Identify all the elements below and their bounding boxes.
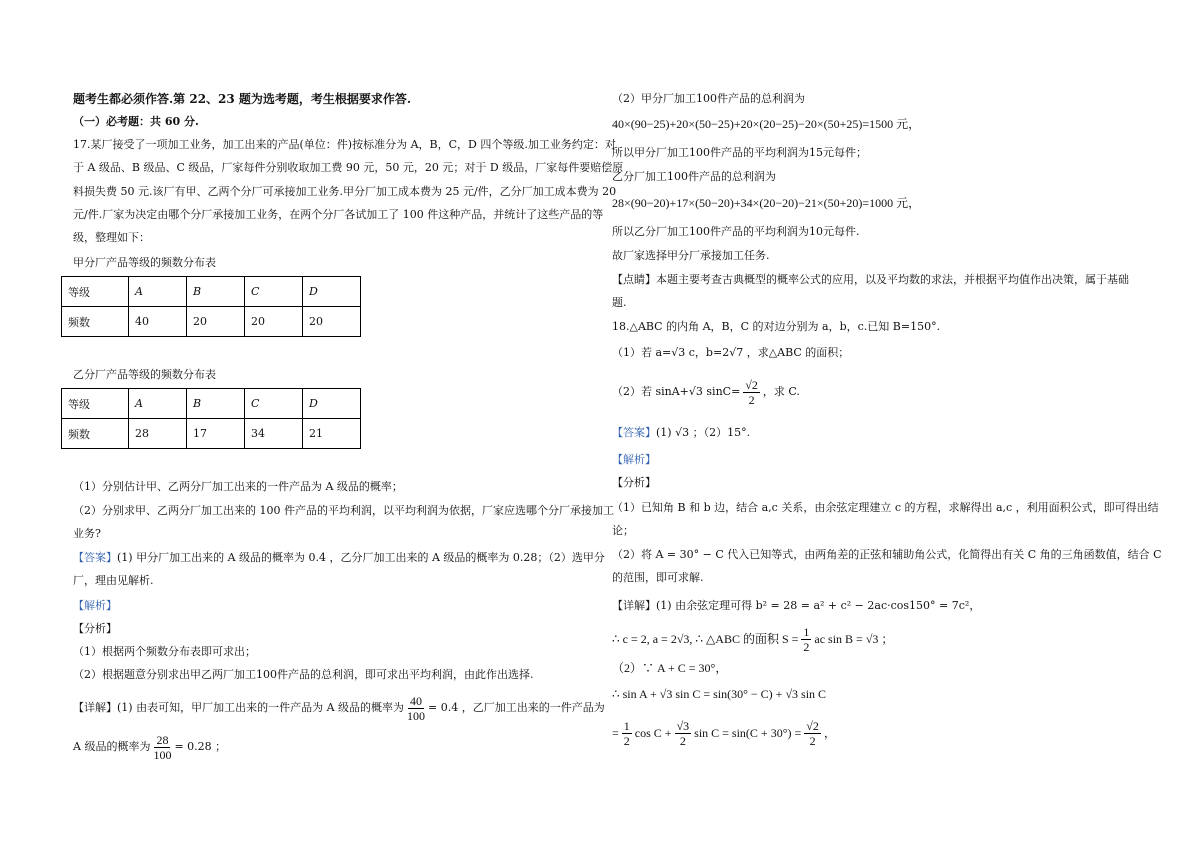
detail-text: ∴ c = 2, a = 2√3, ∴ △ABC 的面积 S = <box>612 632 799 646</box>
fenxi-1: （1）已知角 B 和 b 边，结合 a,c 关系，由余弦定理建立 c 的方程，求解得出 a,c ，利用面积公式，即可得出结 <box>612 501 1159 514</box>
fraction-denominator: 2 <box>803 639 810 654</box>
table-b <box>61 388 361 449</box>
table-cell: D <box>303 389 361 419</box>
q18-answer-line <box>612 425 750 441</box>
detail-1: 【详解】(1) 由余弦定理可得 b² = 28 = a² + c² − 2ac·cos150° = 7c²， <box>612 599 981 612</box>
q18-part2-text: ，求 C. <box>762 385 800 398</box>
r-line-3: 所以甲分厂加工100件产品的平均利润为15元每件； <box>612 146 867 159</box>
detail-text: A 级品的概率为 <box>73 740 151 753</box>
table-cell: 20 <box>303 307 361 337</box>
fraction-denominator: 2 <box>748 392 755 407</box>
detail-line-2 <box>73 727 226 767</box>
q17-line-4: 元/件.厂家为决定由哪个分厂承接加工业务，在两个分厂各试加工了 100 件这种产品，并统计了这些产品的等 <box>73 208 604 221</box>
q18-stem: 18.△ABC 的内角 A，B，C 的对边分别为 a，b，c.已知 B=150°. <box>612 320 941 333</box>
fraction <box>622 719 632 748</box>
fenxi-4: 的范围，即可求解. <box>612 571 704 584</box>
detail-3: （2）∵ A + C = 30°， <box>612 661 728 675</box>
fraction-numerator: √2 <box>806 718 819 733</box>
fraction <box>675 719 692 748</box>
detail-line-1 <box>73 688 605 728</box>
fenxi-2: 论； <box>612 524 634 537</box>
table-cell: 频数 <box>62 307 129 337</box>
q18-part1: （1）若 a=√3 c，b=2√7 ，求△ABC 的面积； <box>612 346 850 359</box>
detail-4: ∴ sin A + √3 sin C = sin(30° − C) + √3 sin C <box>612 687 827 701</box>
table-cell: 20 <box>245 307 303 337</box>
r-line-5: 28×(90−20)+17×(50−20)+34×(20−20)−21×(50+20)=1000 元， <box>612 196 921 210</box>
table-cell: 40 <box>129 307 187 337</box>
fraction-denominator: 2 <box>809 733 816 748</box>
table-cell: C <box>245 277 303 307</box>
table-a-caption: 甲分厂产品等级的频数分布表 <box>73 256 216 269</box>
r-line-6: 所以乙分厂加工100件产品的平均利润为10元每件. <box>612 225 860 238</box>
q18-part2-text: （2）若 sinA+√3 sinC= <box>612 385 741 398</box>
table-cell: 等级 <box>62 389 129 419</box>
fraction-denominator: 100 <box>153 747 172 762</box>
table-cell: A <box>129 389 187 419</box>
fraction-denominator: 2 <box>623 733 630 748</box>
fraction-denominator: 100 <box>407 708 426 723</box>
table-cell: A <box>129 277 187 307</box>
detail-text: ， <box>823 726 836 740</box>
table-cell: 20 <box>187 307 245 337</box>
table-cell: B <box>187 277 245 307</box>
q17-line-3: 料损失费 50 元.该厂有甲、乙两个分厂可承接加工业务.甲分厂加工成本费为 25 元/件，乙分厂加工成本费为 20 <box>73 185 617 198</box>
fraction-numerator: √3 <box>676 718 690 733</box>
q17-line-1: 17.某厂接受了一项加工业务，加工出来的产品(单位：件)按标准分为 A，B，C，D 四个等级.加工业务约定：对 <box>73 138 616 151</box>
table-cell: C <box>245 389 303 419</box>
detail-2 <box>612 619 893 659</box>
fenxi-tag: 【分析】 <box>73 622 117 635</box>
r-line-9: 题. <box>612 296 627 309</box>
table-cell: D <box>303 277 361 307</box>
fraction <box>801 625 811 654</box>
detail-text: = 0.28 ； <box>174 740 227 753</box>
table-cell: 28 <box>129 419 187 449</box>
detail-text: = <box>612 726 619 740</box>
fenxi-2: （2）根据题意分别求出甲乙两厂加工100件产品的总利润，即可求出平均利润，由此作出选择. <box>73 668 534 681</box>
detail-text: sin C = sin(C + 30°) = <box>694 726 802 740</box>
fraction <box>153 733 171 762</box>
detail-text: ac sin B = √3 ； <box>814 632 894 646</box>
table-a <box>61 276 361 337</box>
q18-part2 <box>612 372 800 412</box>
table-cell: B <box>187 389 245 419</box>
analysis-tag: 【解析】 <box>612 453 656 466</box>
fenxi-tag: 【分析】 <box>612 476 656 489</box>
answer-line-1 <box>73 550 605 566</box>
q17-line-2: 于 A 级品、B 级品、C 级品，厂家每件分别收取加工费 90 元，50 元，20 元；对于 D 级品，厂家每件要赔偿原 <box>73 161 624 174</box>
fraction-numerator: 1 <box>803 624 810 639</box>
fraction-numerator: 40 <box>410 693 423 708</box>
fraction-numerator: √2 <box>745 377 758 392</box>
analysis-tag: 【解析】 <box>73 599 117 612</box>
answer-tag: 【答案】 <box>73 551 117 564</box>
q17-part2-line1: （2）分别求甲、乙两分厂加工出来的 100 件产品的平均利润，以平均利润为依据，厂家应选哪个分厂承接加工 <box>73 504 614 517</box>
fraction <box>407 694 425 723</box>
q17-line-5: 级，整理如下： <box>73 231 150 244</box>
table-row <box>62 307 361 337</box>
table-cell: 频数 <box>62 419 129 449</box>
fraction <box>804 719 821 748</box>
r-line-1: （2）甲分厂加工100件产品的总利润为 <box>612 92 805 105</box>
r-line-7: 故厂家选择甲分厂承接加工任务. <box>612 249 770 262</box>
detail-text: 【详解】(1) 由表可知，甲厂加工出来的一件产品为 A 级品的概率为 <box>73 701 405 714</box>
r-line-4: 乙分厂加工100件产品的总利润为 <box>612 170 776 183</box>
exam-header-line: 题考生都必须作答.第 22、23 题为选考题，考生根据要求作答. <box>73 92 412 106</box>
r-line-2: 40×(90−25)+20×(50−25)+20×(20−25)−20×(50+25)=1500 元， <box>612 117 921 131</box>
answer-tag: 【答案】 <box>612 426 656 439</box>
q17-part1: （1）分别估计甲、乙两分厂加工出来的一件产品为 A 级品的概率； <box>73 480 403 493</box>
fenxi-3: （2）将 A = 30° − C 代入已知等式，由两角差的正弦和辅助角公式，化简得出有关 C 角的三角函数值，结合 C <box>612 548 1162 561</box>
table-cell: 21 <box>303 419 361 449</box>
table-row <box>62 419 361 449</box>
table-cell: 17 <box>187 419 245 449</box>
section-title: （一）必考题：共 60 分. <box>73 115 199 128</box>
fraction-denominator: 2 <box>679 733 686 748</box>
answer-text: (1) √3 ；（2）15°. <box>656 426 751 439</box>
fraction-numerator: 1 <box>623 718 630 733</box>
fenxi-1: （1）根据两个频数分布表即可求出； <box>73 645 256 658</box>
table-cell: 34 <box>245 419 303 449</box>
answer-text: (1) 甲分厂加工出来的 A 级品的概率为 0.4 ，乙分厂加工出来的 A 级品的概率为 0.28；（2）选甲分 <box>117 551 605 564</box>
r-line-8: 【点睛】本题主要考查古典概型的概率公式的应用，以及平均数的求法，并根据平均值作出决策，属于基础 <box>612 273 1129 286</box>
detail-5 <box>612 713 836 753</box>
table-cell: 等级 <box>62 277 129 307</box>
answer-line-2: 厂，理由见解析. <box>73 574 154 587</box>
detail-text: cos C + <box>634 726 672 740</box>
table-row <box>62 389 361 419</box>
table-b-caption: 乙分厂产品等级的频数分布表 <box>73 368 216 381</box>
fraction-numerator: 28 <box>156 732 169 747</box>
detail-text: = 0.4 ，乙厂加工出来的一件产品为 <box>428 701 605 714</box>
q17-part2-line2: 业务? <box>73 527 101 540</box>
fraction <box>743 378 760 407</box>
table-row <box>62 277 361 307</box>
